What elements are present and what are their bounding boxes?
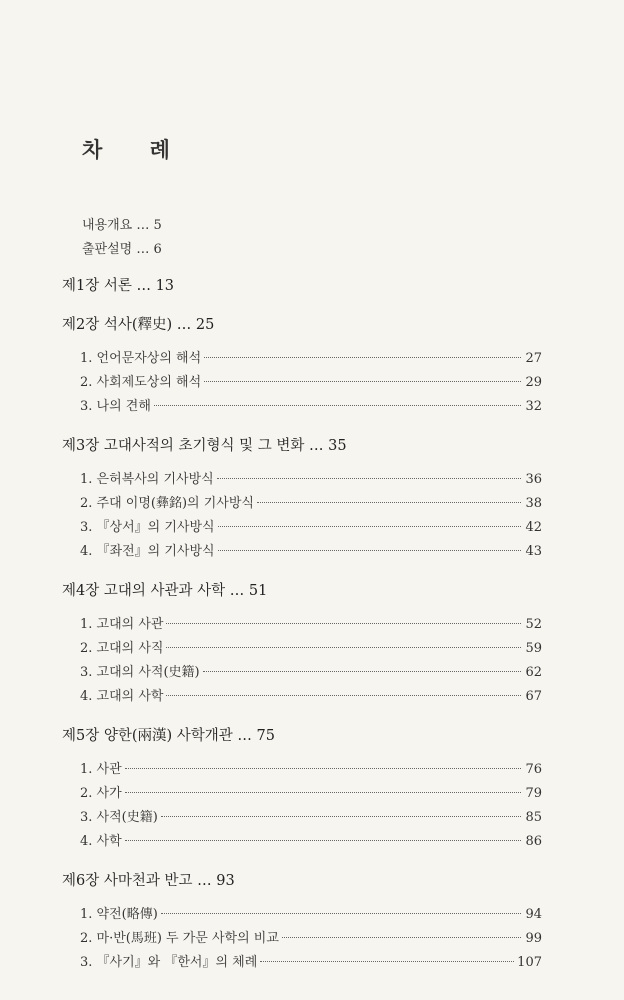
- entry-page-number: 59: [525, 641, 542, 656]
- toc-entry: [62, 903, 542, 927]
- toc-entry: [62, 782, 542, 806]
- chapter-section: [62, 579, 542, 709]
- toc-entry: [62, 540, 542, 564]
- entry-page-number: 42: [525, 520, 542, 535]
- entry-label: 3. 『상서』의 기사방식: [80, 520, 215, 535]
- entry-label: 1. 약전(略傳): [80, 907, 158, 922]
- entry-label: 3. 사적(史籍): [80, 810, 158, 825]
- chapter-section: [62, 313, 542, 419]
- toc-entry: [62, 613, 542, 637]
- entry-page-number: 99: [525, 931, 542, 946]
- toc-entry: [62, 516, 542, 540]
- chapter-section: [62, 434, 542, 564]
- dot-leader: [257, 502, 521, 503]
- dot-leader: [204, 381, 521, 382]
- dot-leader: [125, 840, 521, 841]
- chapter-entries: [62, 903, 542, 975]
- front-matter-item: 내용개요 … 5: [82, 218, 162, 233]
- dot-leader: [161, 816, 521, 817]
- entry-page-number: 85: [525, 810, 542, 825]
- entry-page-number: 43: [525, 544, 542, 559]
- entry-label: 2. 주대 이명(彝銘)의 기사방식: [80, 496, 254, 511]
- entry-label: 1. 언어문자상의 해석: [80, 351, 202, 366]
- toc-entry: [62, 347, 542, 371]
- chapter-title: 제3장 고대사적의 초기형식 및 그 변화 … 35: [62, 438, 347, 454]
- front-matter: [82, 214, 162, 262]
- chapter-entries: [62, 347, 542, 419]
- toc-entry: [62, 685, 542, 709]
- toc-entry: [62, 758, 542, 782]
- chapter-title: 제4장 고대의 사관과 사학 … 51: [62, 583, 268, 599]
- dot-leader: [204, 357, 521, 358]
- dot-leader: [217, 478, 521, 479]
- entry-label: 4. 사학: [80, 834, 122, 849]
- entry-page-number: 52: [525, 617, 542, 632]
- front-matter-item: 출판설명 … 6: [82, 242, 162, 257]
- entry-page-number: 79: [525, 786, 542, 801]
- dot-leader: [161, 913, 521, 914]
- entry-page-number: 27: [525, 351, 542, 366]
- dot-leader: [203, 671, 521, 672]
- entry-page-number: 32: [525, 399, 542, 414]
- entry-page-number: 36: [525, 472, 542, 487]
- chapter-section: [62, 724, 542, 854]
- entry-label: 2. 사회제도상의 해석: [80, 375, 202, 390]
- chapter-section: [62, 274, 542, 298]
- chapter-title: 제5장 양한(兩漢) 사학개관 … 75: [62, 728, 275, 744]
- chapter-section: [62, 869, 542, 975]
- dot-leader: [154, 405, 521, 406]
- toc-entry: [62, 637, 542, 661]
- dot-leader: [282, 937, 521, 938]
- entry-page-number: 62: [525, 665, 542, 680]
- toc-entry: [62, 492, 542, 516]
- entry-page-number: 76: [525, 762, 542, 777]
- entry-label: 1. 고대의 사관: [80, 617, 164, 632]
- entry-label: 4. 고대의 사학: [80, 689, 164, 704]
- toc-entry: [62, 927, 542, 951]
- entry-page-number: 38: [525, 496, 542, 511]
- chapter-title: 제1장 서론 … 13: [62, 278, 175, 294]
- entry-label: 1. 은허복사의 기사방식: [80, 472, 214, 487]
- chapter-entries: [62, 468, 542, 564]
- entry-page-number: 29: [525, 375, 542, 390]
- chapter-title: 제2장 석사(釋史) … 25: [62, 317, 215, 333]
- entry-label: 2. 사가: [80, 786, 122, 801]
- entry-label: 3. 나의 견해: [80, 399, 151, 414]
- chapter-entries: [62, 758, 542, 854]
- chapter-title: 제6장 사마천과 반고 … 93: [62, 873, 235, 889]
- toc-entry: [62, 661, 542, 685]
- entry-label: 1. 사관: [80, 762, 122, 777]
- dot-leader: [125, 768, 521, 769]
- toc-entry: [62, 468, 542, 492]
- entry-page-number: 67: [525, 689, 542, 704]
- dot-leader: [125, 792, 521, 793]
- dot-leader: [218, 526, 521, 527]
- toc-entry: [62, 806, 542, 830]
- entry-page-number: 86: [525, 834, 542, 849]
- entry-label: 3. 고대의 사적(史籍): [80, 665, 200, 680]
- toc-title: 차 례: [82, 137, 190, 162]
- dot-leader: [166, 695, 521, 696]
- toc-entry: [62, 371, 542, 395]
- entry-label: 3. 『사기』와 『한서』의 체례: [80, 955, 258, 970]
- chapter-list: [62, 274, 542, 975]
- dot-leader: [166, 647, 521, 648]
- entry-label: 4. 『좌전』의 기사방식: [80, 544, 215, 559]
- dot-leader: [166, 623, 521, 624]
- toc-entry: [62, 951, 542, 975]
- chapter-entries: [62, 613, 542, 709]
- dot-leader: [260, 961, 514, 962]
- entry-page-number: 94: [525, 907, 542, 922]
- toc-entry: [62, 395, 542, 419]
- toc-entry: [62, 830, 542, 854]
- entry-page-number: 107: [517, 955, 542, 970]
- entry-label: 2. 마·반(馬班) 두 가문 사학의 비교: [80, 931, 279, 946]
- dot-leader: [218, 550, 521, 551]
- entry-label: 2. 고대의 사직: [80, 641, 164, 656]
